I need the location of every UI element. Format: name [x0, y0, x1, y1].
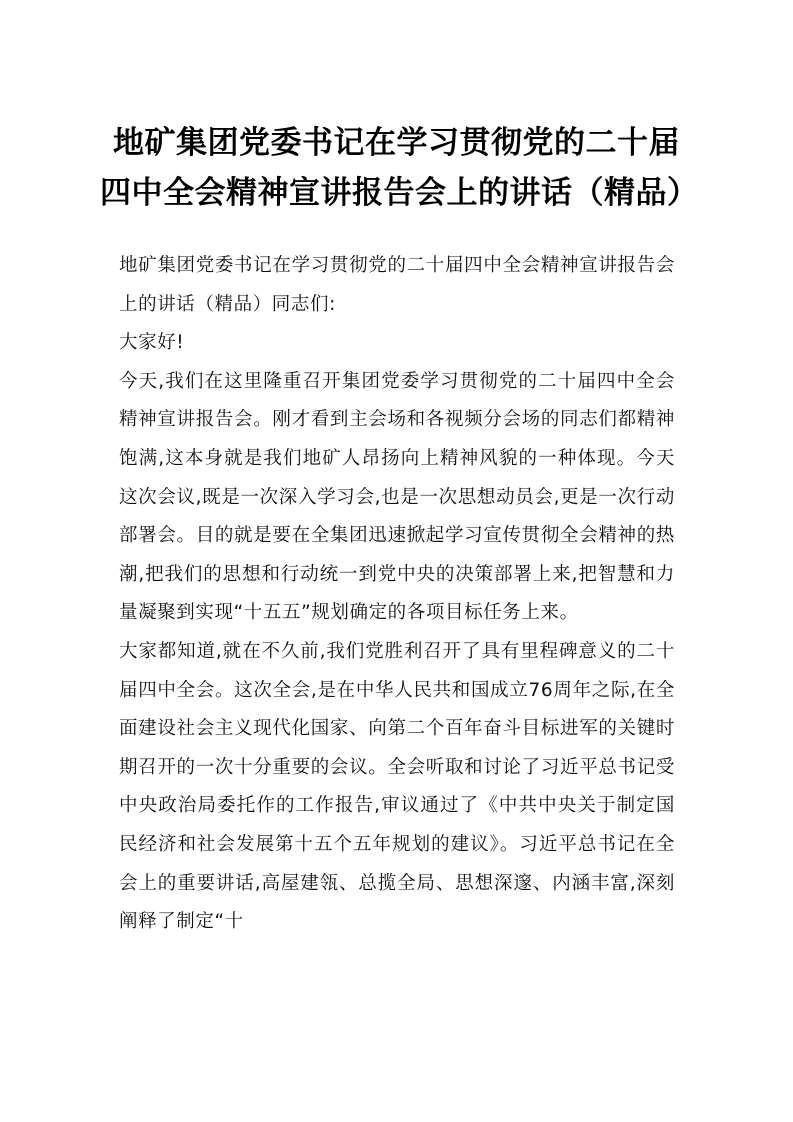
- title-line-1: 地矿集团党委书记在学习贯彻党的二十届: [113, 125, 680, 161]
- paragraph-heading: 地矿集团党委书记在学习贯彻党的二十届四中全会精神宣讲报告会上的讲话（精品）同志们:: [119, 255, 675, 315]
- paragraph-plenum: 大家都知道,就在不久前,我们党胜利召开了具有里程碑意义的二十届四中全会。这次全会,是在中华人民共和国成立76周年之际,在全面建设社会主义现代化国家、向第二个百年奋斗目标进军的关键时期召开的一次十分重要的会议。全会听取和讨论了习近平总书记受中央政治局委托作的工作报告,审议通过了《中共中央关于制定国民经济和社会发展第十五个五年规划的建议》。习近平总书记在全会上的重要讲话,高屋建瓴、总揽全局、思想深邃、内涵丰富,深刻阐释了制定“十: [119, 640, 675, 933]
- title-line-2: 四中全会精神宣讲报告会上的讲话（精品）: [100, 175, 699, 211]
- document-body: [119, 247, 675, 942]
- document-title: [100, 118, 699, 218]
- paragraph-greeting: 大家好!: [119, 332, 185, 354]
- paragraph-opening: 今天,我们在这里隆重召开集团党委学习贯彻党的二十届四中全会精神宣讲报告会。刚才看到主会场和各视频分会场的同志们都精神饱满,这本身就是我们地矿人昂扬向上精神风貌的一种体现。今天这次会议,既是一次深入学习会,也是一次思想动员会,更是一次行动部署会。目的就是要在全集团迅速掀起学习宣传贯彻全会精神的热潮,把我们的思想和行动统一到党中央的决策部署上来,把智慧和力量凝聚到实现“十五五”规划确定的各项目标任务上来。: [119, 370, 675, 624]
